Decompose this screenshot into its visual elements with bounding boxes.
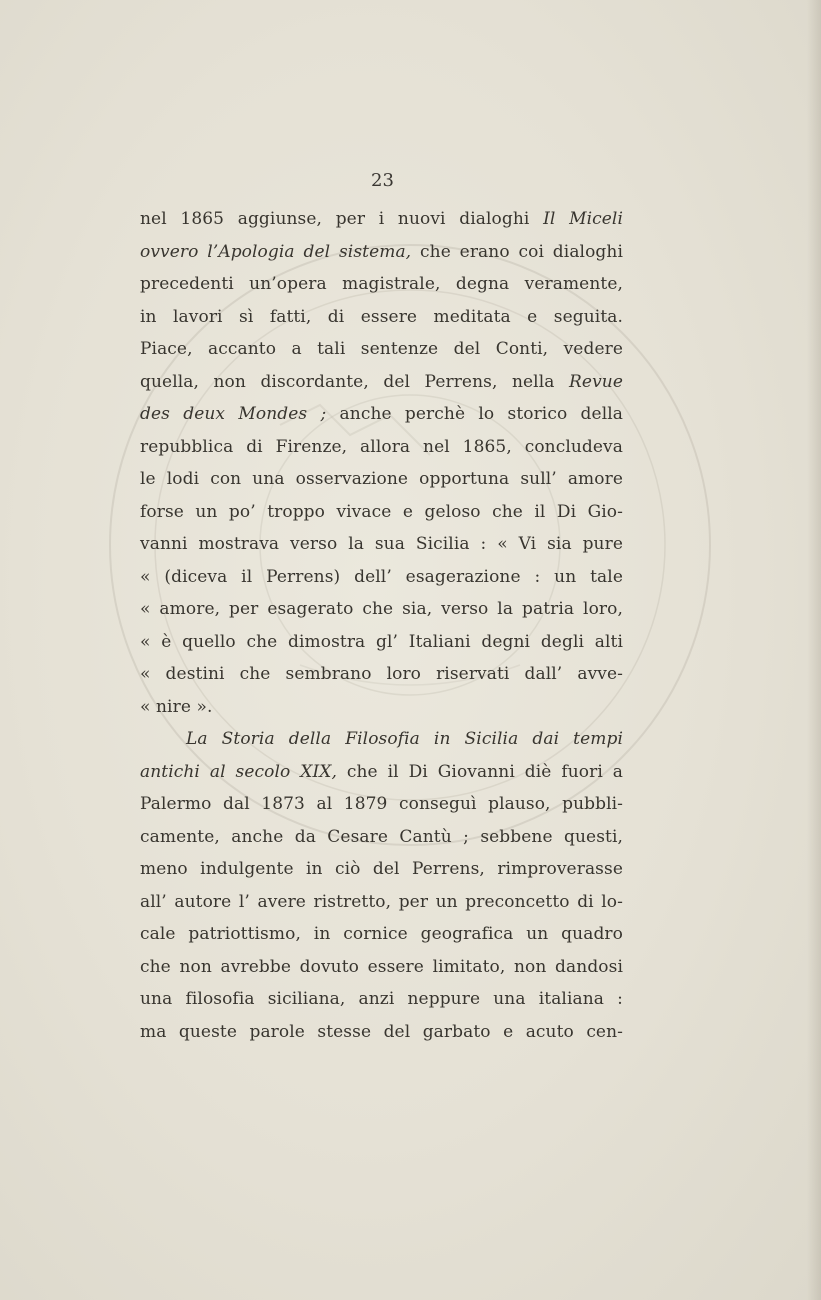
text-line	[140, 626, 623, 659]
text-segment: repubblica di Firenze, allora nel 1865, concludeva	[140, 436, 623, 457]
text-line	[140, 853, 623, 886]
text-segment: Palermo dal 1873 al 1879 conseguì plauso, pubbli-	[140, 794, 623, 814]
text-segment: che non avrebbe dovuto essere limitato, non dandosi	[140, 956, 623, 977]
text-segment: meno indulgente in ciò del Perrens, rimproverasse	[140, 859, 623, 879]
page-number: 23	[371, 170, 394, 191]
text-segment: anche perchè lo storico della	[326, 404, 624, 424]
body-text	[140, 203, 623, 1048]
text-segment: ma queste parole stesse del garbato e acuto cen-	[140, 1021, 623, 1042]
text-segment: vanni mostrava verso la sua Sicilia : « Vi sia pure	[140, 534, 623, 554]
text-line	[140, 723, 623, 756]
italic-text: Il Miceli	[543, 209, 623, 229]
text-line	[140, 756, 623, 789]
text-segment: « (diceva il Perrens) dell’ esagerazione : un tale	[140, 566, 623, 587]
text-segment: Piace, accanto a tali sentenze del Conti, vedere	[140, 339, 623, 359]
italic-text: antichi al secolo XIX,	[140, 761, 337, 782]
text-segment: le lodi con una osservazione opportuna sull’ amore	[140, 469, 623, 489]
text-segment: « è quello che dimostra gl’ Italiani degni degli alti	[140, 631, 623, 652]
text-segment: che erano coi dialoghi	[411, 241, 623, 262]
italic-text: La Storia della Filosofia in Sicilia dai tempi	[186, 729, 623, 749]
italic-text: Revue	[569, 371, 623, 392]
italic-text: des deux Mondes ;	[140, 404, 327, 424]
text-line	[140, 496, 623, 529]
page-edge-shadow	[807, 0, 821, 1300]
text-line	[140, 691, 623, 724]
text-line	[140, 821, 623, 854]
text-segment: all’ autore l’ avere ristretto, per un preconcetto di lo-	[140, 891, 623, 912]
text-line	[140, 528, 623, 561]
text-segment: « amore, per esagerato che sia, verso la patria loro,	[140, 599, 623, 619]
text-line	[140, 658, 623, 691]
text-segment: forse un po’ troppo vivace e geloso che il Di Gio-	[140, 501, 623, 522]
text-segment: cale patriottismo, in cornice geografica un quadro	[140, 924, 623, 944]
text-line	[140, 366, 623, 399]
text-segment: in lavori sì fatti, di essere meditata e seguita.	[140, 306, 623, 327]
text-line	[140, 1016, 623, 1049]
text-line	[140, 788, 623, 821]
text-segment: quella, non discordante, del Perrens, nella	[140, 371, 570, 392]
text-line	[140, 333, 623, 366]
text-segment: nel 1865 aggiunse, per i nuovi dialoghi	[140, 209, 544, 229]
text-line	[140, 203, 623, 236]
text-line	[140, 886, 623, 919]
text-segment: « nire ».	[140, 696, 213, 717]
text-line	[140, 593, 623, 626]
text-line	[140, 431, 623, 464]
text-segment: « destini che sembrano loro riservati dall’ avve-	[140, 664, 623, 684]
text-line	[140, 236, 623, 269]
text-segment: precedenti un’opera magistrale, degna veramente,	[140, 274, 623, 294]
text-line	[140, 951, 623, 984]
text-segment: una filosofia siciliana, anzi neppure una italiana :	[140, 989, 623, 1009]
text-line	[140, 918, 623, 951]
text-line	[140, 463, 623, 496]
text-segment: camente, anche da Cesare Cantù ; sebbene questi,	[140, 826, 623, 847]
text-line	[140, 983, 623, 1016]
text-line	[140, 268, 623, 301]
italic-text: ovvero l’Apologia del sistema,	[140, 241, 412, 262]
text-line	[140, 398, 623, 431]
text-segment: che il Di Giovanni diè fuori a	[336, 761, 624, 782]
text-line	[140, 561, 623, 594]
text-line	[140, 301, 623, 334]
